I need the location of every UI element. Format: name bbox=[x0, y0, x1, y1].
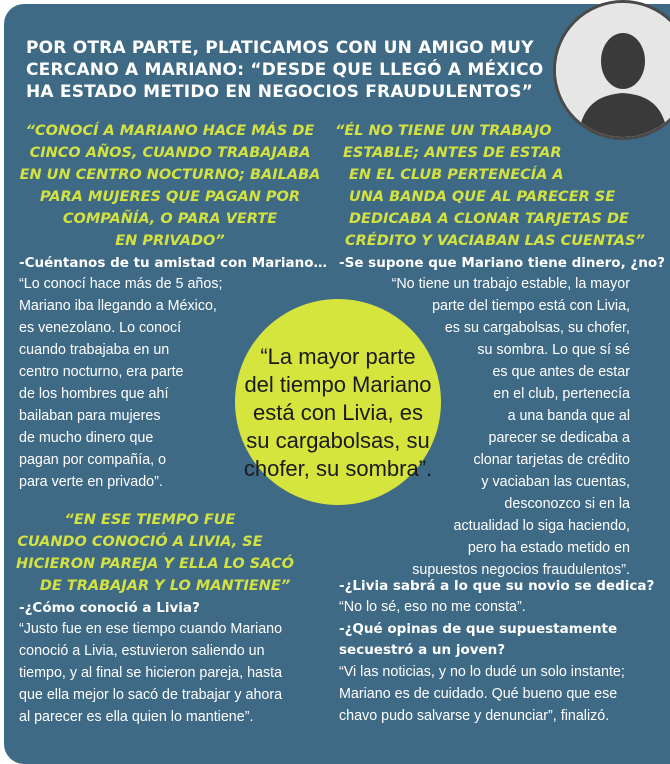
right-answer1-line: su sombra. Lo que sí sé bbox=[477, 342, 630, 358]
right-answer1-line: es su cargabolsas, su chofer, bbox=[444, 320, 630, 336]
left-answer1-line: centro nocturno, era parte bbox=[19, 364, 184, 380]
left-quote1-line: EN UN CENTRO NOCTURNO; BAILABA bbox=[19, 167, 321, 183]
left-quote2-line: DE TRABAJAR Y LO MANTIENE” bbox=[39, 578, 291, 594]
right-answer1-line: parte del tiempo está con Livia, bbox=[432, 298, 630, 314]
right-quote1-line: CRÉDITO Y VACIABAN LAS CUENTAS” bbox=[345, 233, 645, 249]
right-answer1-line: actualidad lo siga haciendo, bbox=[453, 518, 630, 534]
right-answer3-line: chavo pudo salvarse y denunciar”, finalizó. bbox=[339, 708, 610, 724]
right-answer1-line: parecer se dedicaba a bbox=[488, 430, 630, 446]
pull-quote-line: su cargabolsas, su bbox=[246, 428, 430, 453]
left-quote1-line: EN PRIVADO” bbox=[115, 233, 225, 249]
left-quote1-line: CINCO AÑOS, CUANDO TRABAJABA bbox=[29, 145, 311, 161]
headline-line-3: HA ESTADO METIDO EN NEGOCIOS FRAUDULENTOS” bbox=[26, 82, 534, 102]
left-question-1: -Cuéntanos de tu amistad con Mariano… bbox=[19, 255, 328, 271]
left-answer2-line: conoció a Livia, estuvieron saliendo un bbox=[19, 643, 265, 659]
headline-line-1: POR OTRA PARTE, PLATICAMOS CON UN AMIGO MUY bbox=[26, 38, 534, 58]
left-answer1-line: “Lo conocí hace más de 5 años; bbox=[19, 276, 223, 292]
left-answer1-line: Mariano iba llegando a México, bbox=[19, 298, 217, 314]
right-question3-line: -¿Qué opinas de que supuestamente bbox=[339, 621, 618, 637]
headline-line-2: CERCANO A MARIANO: “DESDE QUE LLEGÓ A MÉXICO bbox=[26, 60, 544, 80]
right-answer1-line: desconozco si en la bbox=[504, 496, 630, 512]
left-quote2-line: CUANDO CONOCIÓ A LIVIA, SE bbox=[17, 534, 263, 550]
right-answer1-line: es que antes de estar bbox=[492, 364, 630, 380]
pull-quote-line: está con Livia, es bbox=[253, 400, 423, 425]
right-quote1-line: UNA BANDA QUE AL PARECER SE bbox=[349, 189, 616, 205]
left-quote1-line: COMPAÑÍA, O PARA VERTE bbox=[62, 211, 278, 227]
left-answer1-line: de mucho dinero que bbox=[19, 430, 154, 446]
left-answer1-line: bailaban para mujeres bbox=[19, 408, 161, 424]
right-quote1-line: DEDICABA A CLONAR TARJETAS DE bbox=[349, 211, 629, 227]
left-answer2-line: tiempo, y al final se hicieron pareja, hasta bbox=[19, 665, 283, 681]
right-answer1-line: en el club, pertenecía bbox=[493, 386, 630, 402]
right-question-1: -Se supone que Mariano tiene dinero, ¿no? bbox=[339, 255, 665, 271]
right-question3-line: secuestró a un joven? bbox=[339, 642, 506, 658]
right-answer1-line: pero ha estado metido en bbox=[467, 540, 630, 556]
left-quote2-line: HICIERON PAREJA Y ELLA LO SACÓ bbox=[16, 556, 294, 572]
left-answer2-line: que ella mejor lo sacó de trabajar y ahora bbox=[19, 687, 283, 703]
right-answer1-line: a una banda que al bbox=[507, 408, 630, 424]
right-answer1-line: “No tiene un trabajo estable, la mayor bbox=[391, 276, 630, 292]
left-answer1-line: de los hombres que ahí bbox=[19, 386, 169, 402]
left-answer1-line: cuando trabajaba en un bbox=[19, 342, 170, 358]
left-quote2-line: “EN ESE TIEMPO FUE bbox=[64, 512, 236, 528]
pull-quote-line: chofer, su sombra”. bbox=[243, 456, 433, 481]
right-answer-2: “No lo sé, eso no me consta”. bbox=[339, 599, 526, 615]
left-answer1-line: para verte en privado”. bbox=[19, 474, 163, 490]
right-answer3-line: “Vi las noticias, y no lo dudé un solo instante; bbox=[339, 664, 625, 680]
right-answer3-line: Mariano es de cuidado. Qué bueno que ese bbox=[339, 686, 618, 702]
right-quote1-line: EN EL CLUB PERTENECÍA A bbox=[349, 167, 564, 183]
right-quote1-line: “ÉL NO TIENE UN TRABAJO bbox=[335, 123, 552, 139]
left-question-2: -¿Cómo conoció a Livia? bbox=[19, 600, 200, 616]
right-question-2: -¿Livia sabrá a lo que su novio se dedica? bbox=[339, 578, 655, 594]
right-answer1-line: y vaciaban las cuentas, bbox=[481, 474, 630, 490]
left-answer1-line: es venezolano. Lo conocí bbox=[19, 320, 182, 336]
right-answer1-line: clonar tarjetas de crédito bbox=[473, 452, 630, 468]
left-quote1-line: PARA MUJERES QUE PAGAN POR bbox=[39, 189, 301, 205]
left-quote1-line: “CONOCÍ A MARIANO HACE MÁS DE bbox=[25, 123, 315, 139]
left-answer1-line: pagan por compañía, o bbox=[19, 452, 167, 468]
left-answer2-line: “Justo fue en ese tiempo cuando Mariano bbox=[19, 621, 283, 637]
right-answer1-line: supuestos negocios fraudulentos”. bbox=[412, 562, 630, 578]
right-quote1-line: ESTABLE; ANTES DE ESTAR bbox=[343, 145, 562, 161]
person-silhouette-icon bbox=[556, 3, 670, 137]
pull-quote-line: del tiempo Mariano bbox=[244, 372, 432, 397]
left-answer2-line: al parecer es ella quien lo mantiene”. bbox=[19, 709, 254, 725]
pull-quote-line: “La mayor parte bbox=[260, 344, 416, 369]
